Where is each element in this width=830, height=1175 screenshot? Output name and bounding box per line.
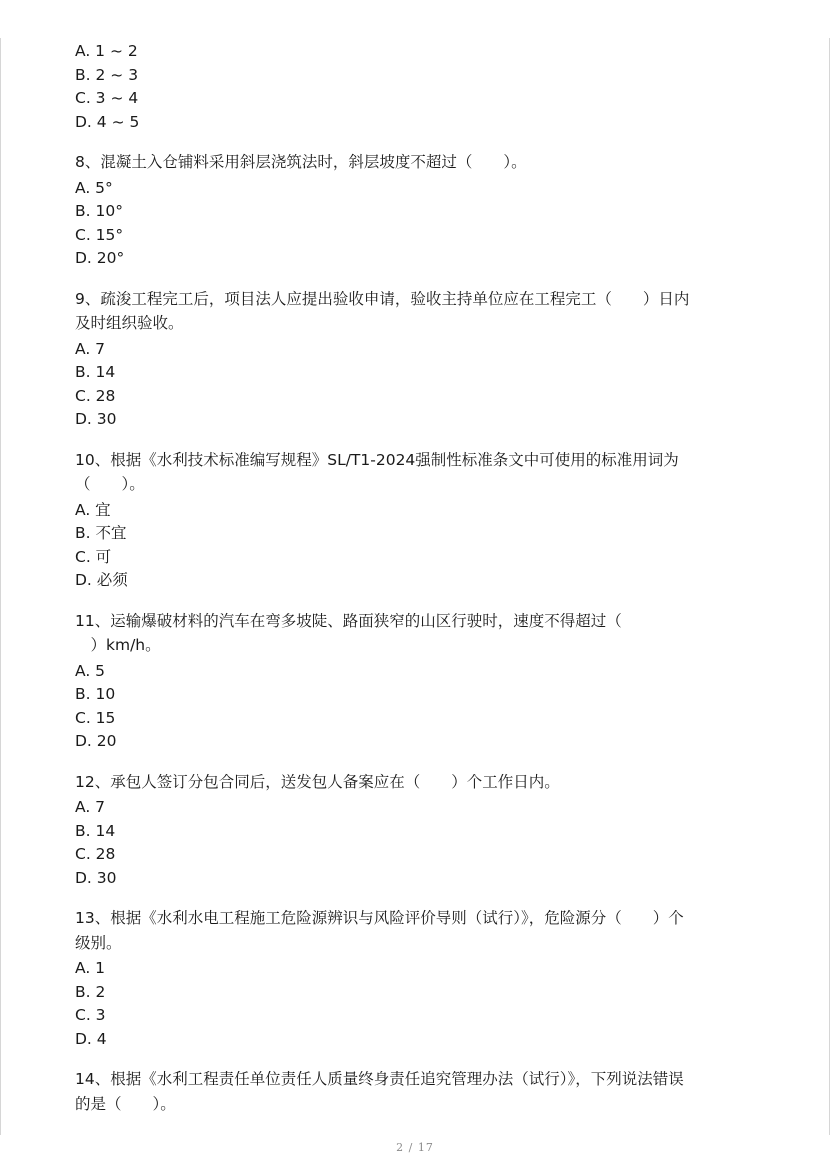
option: D. 30 [75, 410, 117, 428]
option: D. 20 [75, 732, 117, 750]
question-8 [75, 150, 755, 271]
option: C. 15° [75, 225, 124, 244]
option: C. 28 [75, 845, 116, 863]
question-line: （ ）。 [75, 475, 145, 493]
question-text [75, 1067, 755, 1116]
question-9 [75, 287, 755, 432]
question-11 [75, 609, 755, 754]
question-10 [75, 448, 755, 593]
question-line: 10、根据《水利技术标准编写规程》SL/T1-2024强制性标准条文中可使用的标准用词为 [75, 450, 679, 469]
option: A. 1 [75, 959, 106, 977]
question-line: 14、根据《水利工程责任单位责任人质量终身责任追究管理办法（试行）》，下列说法错误 [75, 1070, 684, 1088]
option: A. 5 [75, 661, 106, 680]
question-line: 12、承包人签订分包合同后，送发包人备案应在（ ）个工作日内。 [75, 772, 560, 791]
option: C. 15 [75, 708, 116, 727]
document-content [75, 40, 755, 1118]
question-line: 的是（ ）。 [75, 1094, 176, 1113]
option: B. 10 [75, 685, 116, 703]
option: C. 28 [75, 386, 116, 405]
question-line: 13、根据《水利水电工程施工危险源辨识与风险评价导则（试行）》，危险源分（ ）个 [75, 909, 684, 927]
previous-question-options [75, 40, 755, 134]
question-line: ）km/h。 [75, 636, 161, 654]
option: A. 5° [75, 178, 113, 197]
option: A. 7 [75, 339, 106, 358]
option: D. 必须 [75, 571, 128, 589]
option: A. 宜 [75, 500, 111, 519]
option: B. 不宜 [75, 524, 127, 542]
question-text [75, 906, 755, 955]
option: C. 可 [75, 547, 112, 566]
question-line: 及时组织验收。 [75, 314, 184, 332]
option: D. 20° [75, 249, 125, 267]
question-line: 8、混凝土入仓铺料采用斜层浇筑法时，斜层坡度不超过（ ）。 [75, 153, 527, 171]
question-14 [75, 1067, 755, 1116]
question-text [75, 770, 755, 795]
option: C. 3 [75, 1006, 106, 1024]
option: B. 14 [75, 363, 116, 381]
option: D. 4 [75, 1029, 107, 1048]
page-number: 2 / 17 [396, 1141, 434, 1154]
option: B. 2 ~ 3 [75, 65, 139, 84]
option: B. 2 [75, 982, 106, 1001]
question-line: 级别。 [75, 933, 122, 952]
option: B. 10° [75, 202, 123, 220]
question-line: 9、疏浚工程完工后，项目法人应提出验收申请，验收主持单位应在工程完工（ ）日内 [75, 289, 690, 308]
option: B. 14 [75, 821, 116, 840]
option: C. 3 ~ 4 [75, 89, 139, 107]
option: D. 4 ~ 5 [75, 112, 140, 131]
question-text [75, 150, 755, 175]
page-left-border [0, 38, 1, 1135]
option: D. 30 [75, 868, 117, 887]
question-13 [75, 906, 755, 1051]
option: A. 1 ~ 2 [75, 42, 138, 60]
question-12 [75, 770, 755, 891]
option: A. 7 [75, 798, 106, 816]
question-text [75, 287, 755, 336]
question-text [75, 448, 755, 497]
question-line: 11、运输爆破材料的汽车在弯多坡陡、路面狭窄的山区行驶时，速度不得超过（ [75, 611, 622, 630]
question-text [75, 609, 755, 658]
